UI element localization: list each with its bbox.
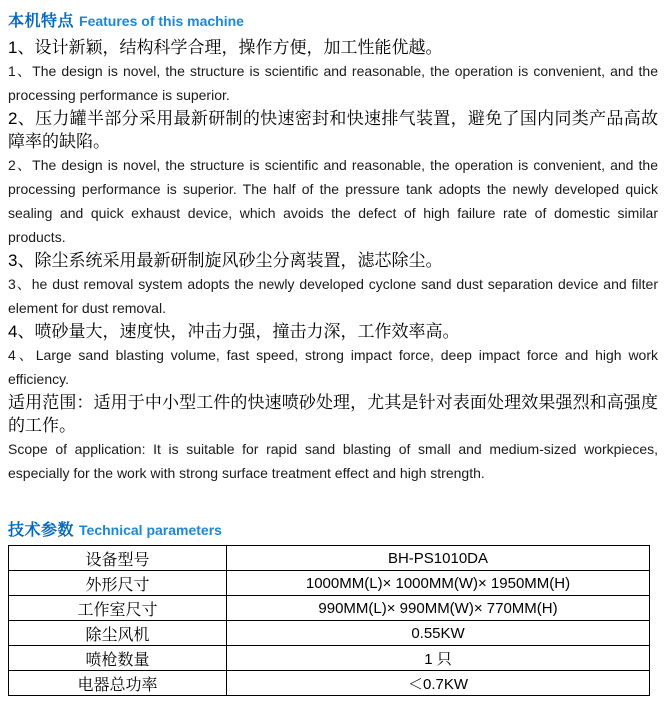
parameters-heading-zh: 技术参数 [8,522,75,539]
table-row-total-power [9,671,650,696]
feature-1-en: 1、The design is novel, the structure is scientific and reasonable, the operation is convenient, and the processing performance is superior. [8,63,658,103]
features-heading [8,8,658,31]
param-value-chamber-size: 990MM(L)× 990MM(W)× 770MM(H) [227,596,650,621]
param-value-dust-fan: 0.55KW [227,621,650,646]
technical-parameters-table [8,545,650,696]
feature-4-zh: 4、喷砂量大，速度快，冲击力强，撞击力深，工作效率高。 [8,322,460,341]
scope-en: Scope of application: It is suitable for rapid sand blasting of small and medium-sized workpieces, especially for the work with strong surface treatment effect and high strength. [8,441,658,481]
param-label-gun-count: 喷枪数量 [9,646,227,671]
parameters-heading-en: Technical parameters [79,522,222,538]
param-value-gun-count: 1 只 [227,646,650,671]
table-row-overall-size [9,571,650,596]
features-heading-zh: 本机特点 [8,13,75,30]
table-row-model [9,546,650,571]
table-row-gun-count [9,646,650,671]
feature-2-zh: 2、压力罐半部分采用最新研制的快速密封和快速排气装置，避免了国内同类产品高故障率的缺陷。 [8,109,658,151]
feature-4-en: 4、Large sand blasting volume, fast speed, strong impact force, deep impact force and high work efficiency. [8,347,658,387]
param-value-model: BH-PS1010DA [227,546,650,571]
scope-zh: 适用范围：适用于中小型工件的快速喷砂处理，尤其是针对表面处理效果强烈和高强度的工作。 [8,393,658,435]
feature-3-en: 3、he dust removal system adopts the newly developed cyclone sand dust separation device and filter element for dust removal. [8,276,658,316]
param-label-chamber-size: 工作室尺寸 [9,596,227,621]
table-row-chamber-size [9,596,650,621]
features-section [8,8,658,485]
feature-3-zh: 3、除尘系统采用最新研制旋风砂尘分离装置，滤芯除尘。 [8,251,443,270]
param-value-total-power: ＜0.7KW [227,671,650,696]
param-label-model: 设备型号 [9,546,227,571]
feature-2-en: 2、The design is novel, the structure is scientific and reasonable, the operation is convenient, and the processing performance is superior. The half of the pressure tank adopts the newly developed quick sealing and quick exhaust device, which avoids the defect of high failure rate of domestic similar products. [8,157,658,245]
param-value-overall-size: 1000MM(L)× 1000MM(W)× 1950MM(H) [227,571,650,596]
param-label-total-power: 电器总功率 [9,671,227,696]
param-label-overall-size: 外形尺寸 [9,571,227,596]
technical-parameters-section [8,517,658,696]
parameters-heading [8,517,658,540]
feature-1-zh: 1、设计新颖，结构科学合理，操作方便，加工性能优越。 [8,38,443,57]
features-heading-en: Features of this machine [79,13,244,29]
table-row-dust-fan [9,621,650,646]
param-label-dust-fan: 除尘风机 [9,621,227,646]
